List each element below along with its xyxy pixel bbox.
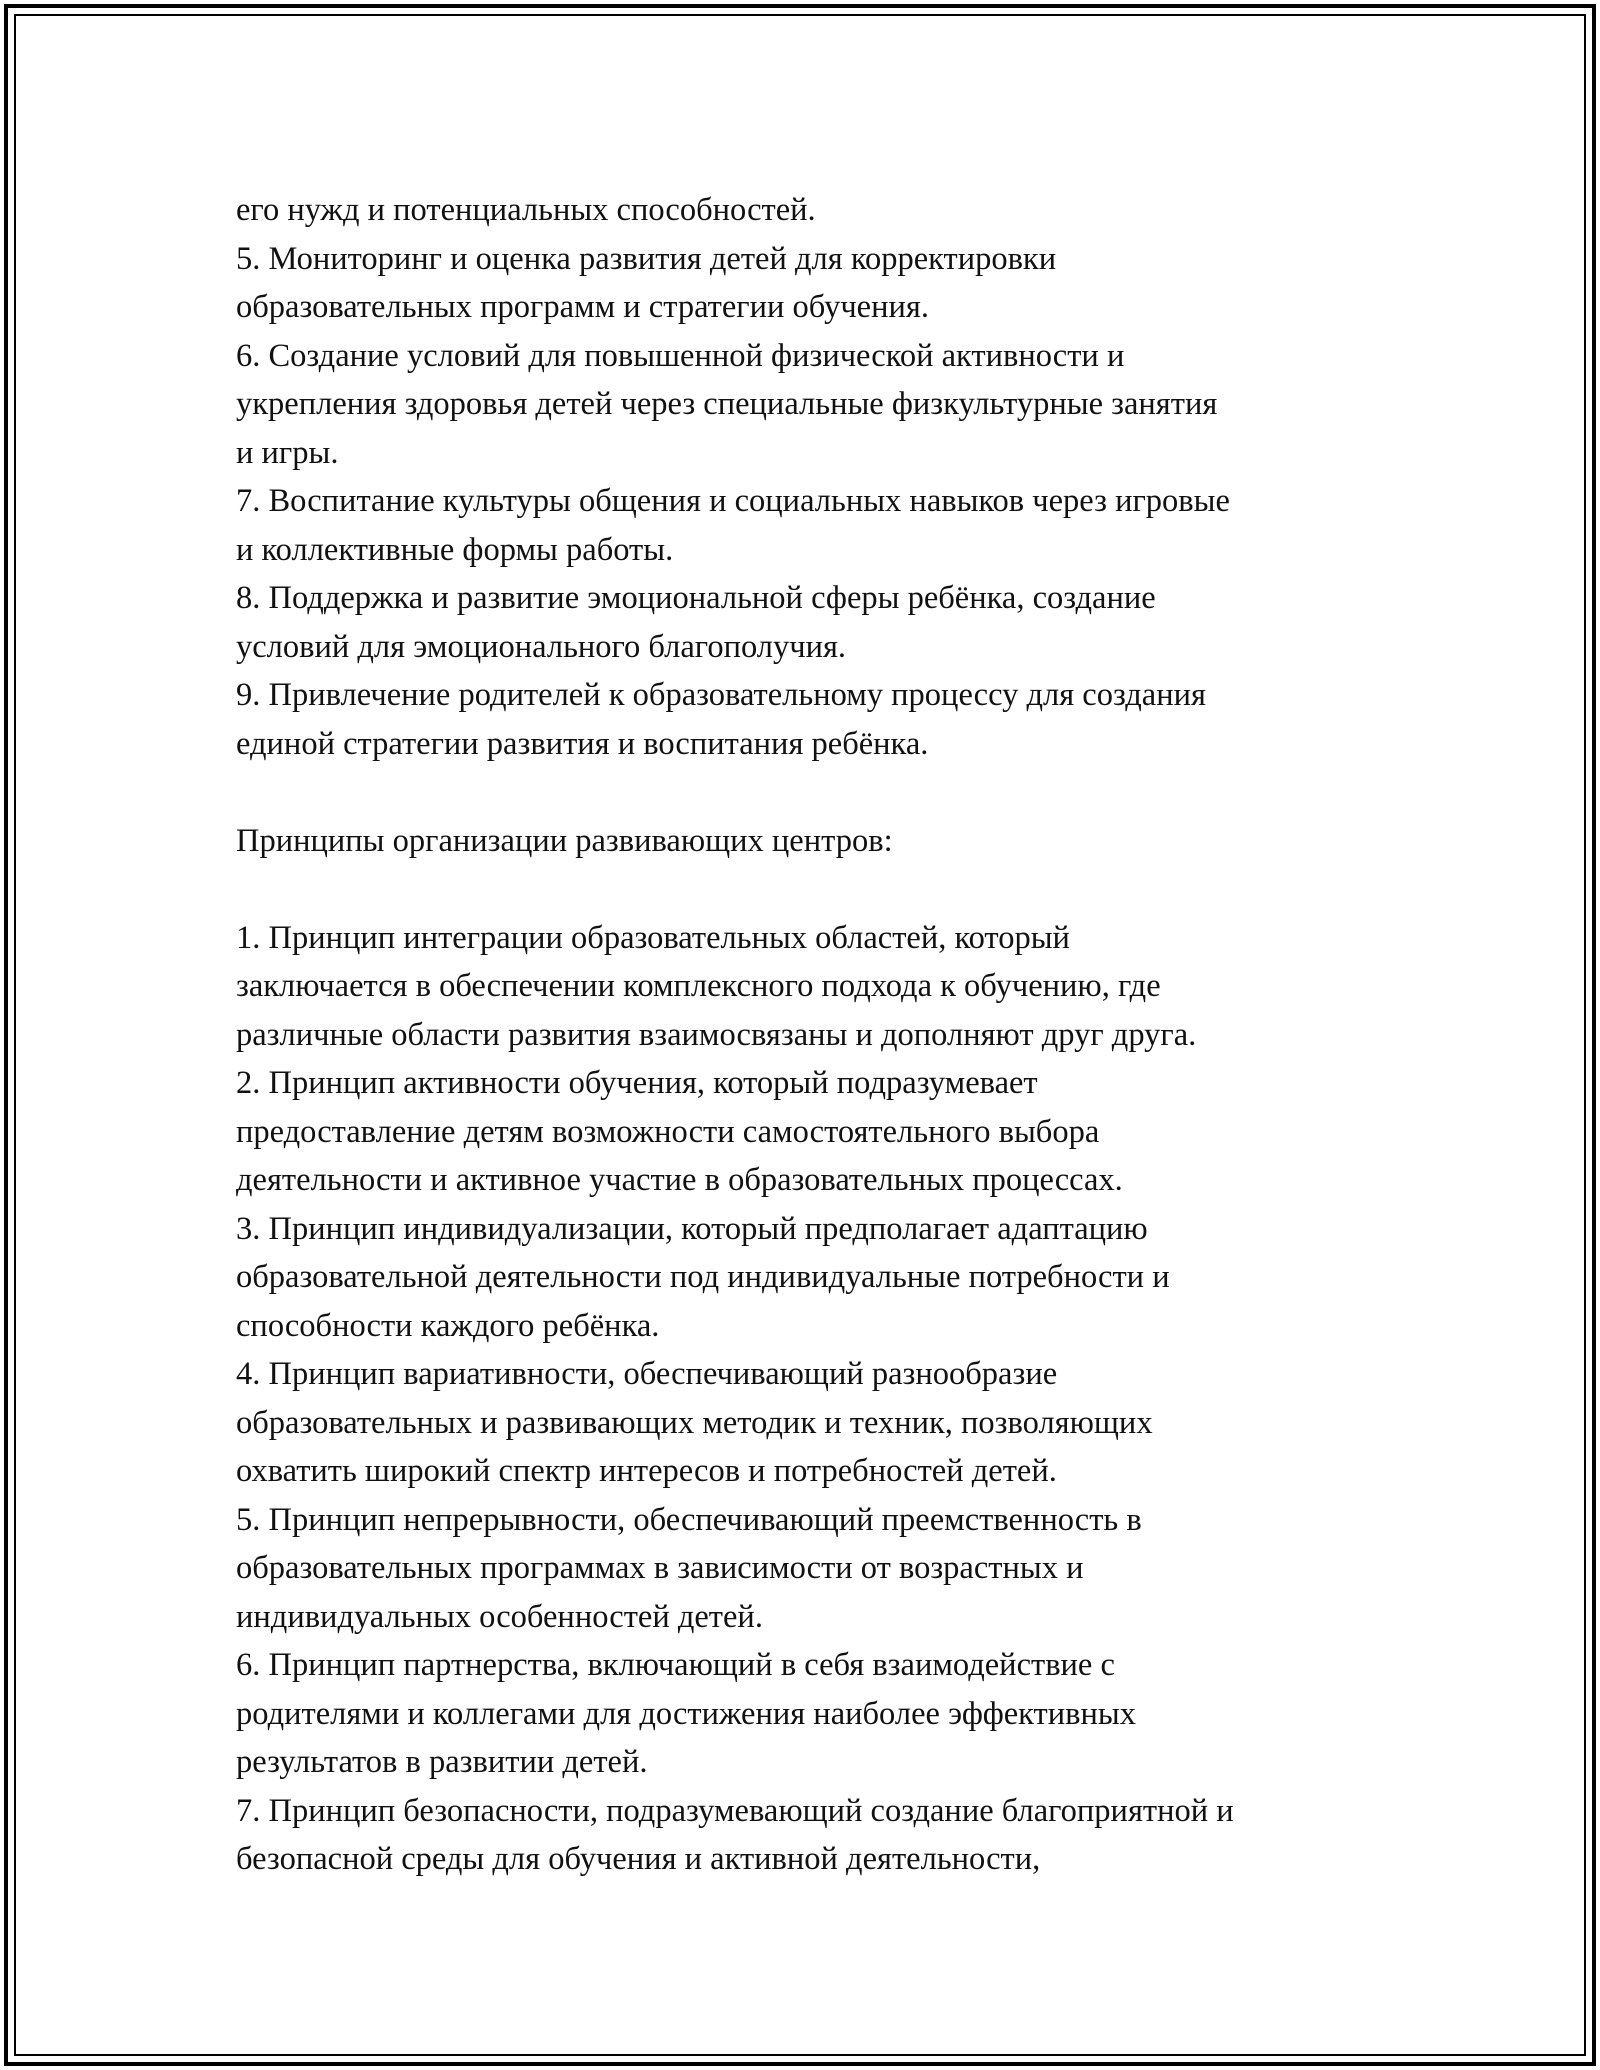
paragraph-gap xyxy=(236,865,1416,914)
text-line: и игры. xyxy=(236,434,339,471)
text-line: и коллективные формы работы. xyxy=(236,531,674,568)
text-line: 8. Поддержка и развитие эмоциональной сферы ребёнка, создание xyxy=(236,580,1156,616)
text-line: образовательных и развивающих методик и техник, позволяющих xyxy=(236,1404,1153,1441)
text-line: 5. Мониторинг и оценка развития детей для корректировки xyxy=(236,240,1057,277)
text-line: охватить широкий спектр интересов и потребностей детей. xyxy=(236,1453,1057,1489)
text-line: предоставление детям возможности самостоятельного выбора xyxy=(236,1113,1100,1150)
text-line: образовательной деятельности под индивидуальные потребности и xyxy=(236,1259,1170,1295)
text-line: 5. Принцип непрерывности, обеспечивающий преемственность в xyxy=(236,1501,1142,1538)
text-line: родителями и коллегами для достижения наиболее эффективных xyxy=(236,1695,1136,1732)
text-line: укрепления здоровья детей через специальные физкультурные занятия xyxy=(236,386,1218,422)
text-line: 6. Принцип партнерства, включающий в себя взаимодействие с xyxy=(236,1647,1115,1683)
text-line: 2. Принцип активности обучения, который подразумевает xyxy=(236,1065,1038,1101)
principles-list xyxy=(236,914,1416,1884)
intro-list xyxy=(236,186,1416,768)
text-line: 6. Создание условий для повышенной физической активности и xyxy=(236,337,1125,374)
text-line: образовательных программах в зависимости от возрастных и xyxy=(236,1550,1084,1586)
text-line: условий для эмоционального благополучия. xyxy=(236,628,847,665)
paragraph-gap xyxy=(236,768,1416,817)
text-line: 4. Принцип вариативности, обеспечивающий разнообразие xyxy=(236,1356,1058,1392)
text-line: 9. Привлечение родителей к образовательному процессу для создания xyxy=(236,677,1206,713)
document-body xyxy=(236,186,1416,1884)
text-line: 7. Принцип безопасности, подразумевающий создание благоприятной и xyxy=(236,1792,1234,1829)
text-line: 3. Принцип индивидуализации, который предполагает адаптацию xyxy=(236,1210,1148,1247)
text-line: результатов в развитии детей. xyxy=(236,1744,648,1780)
text-line: индивидуальных особенностей детей. xyxy=(236,1598,763,1635)
text-line: деятельности и активное участие в образовательных процессах. xyxy=(236,1162,1123,1198)
text-line: 1. Принцип интеграции образовательных областей, который xyxy=(236,919,1070,956)
text-line: его нужд и потенциальных способностей. xyxy=(236,192,816,228)
text-line: различные области развития взаимосвязаны и дополняют друг друга. xyxy=(236,1016,1197,1053)
text-line: 7. Воспитание культуры общения и социальных навыков через игровые xyxy=(236,483,1230,519)
section-heading: Принципы организации развивающих центров: xyxy=(236,822,893,859)
text-line: единой стратегии развития и воспитания ребёнка. xyxy=(236,725,929,762)
text-line: способности каждого ребёнка. xyxy=(236,1307,660,1344)
text-line: заключается в обеспечении комплексного подхода к обучению, где xyxy=(236,968,1161,1004)
text-line: безопасной среды для обучения и активной деятельности, xyxy=(236,1841,1041,1877)
text-line: образовательных программ и стратегии обучения. xyxy=(236,289,929,325)
